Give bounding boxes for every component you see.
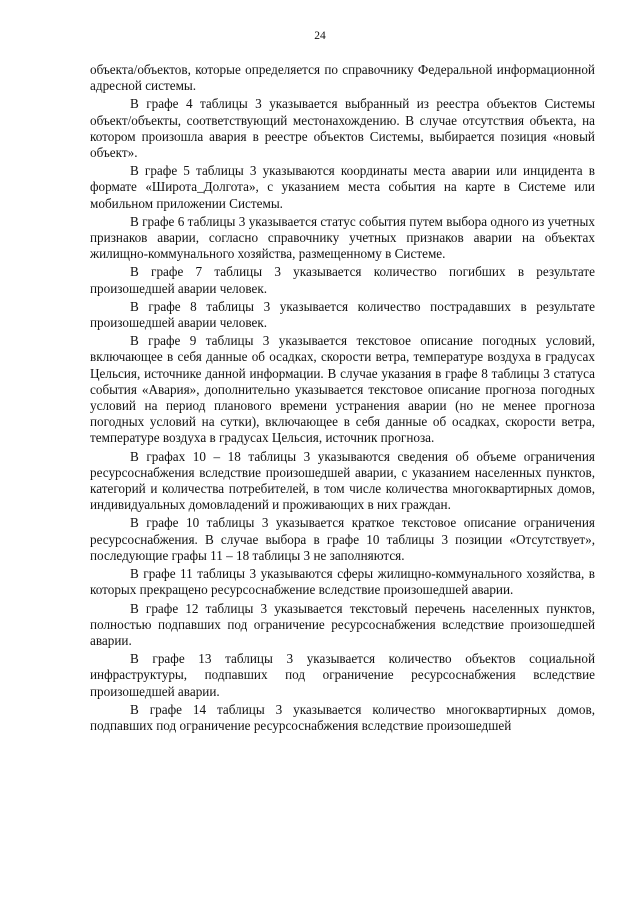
paragraph: В графе 10 таблицы 3 указывается краткое текстовое описание ограничения ресурсоснабжения. В случае выбора в графе 10 таблицы 3 позиции «Отсутствует», последующие графы 11 – 18 таблицы 3 не заполняются. [90, 515, 595, 563]
paragraph: В графе 13 таблицы 3 указывается количество объектов социальной инфраструктуры, подпавших под ограничение ресурсоснабжения вследствие произошедшей аварии. [90, 651, 595, 699]
paragraph: В графах 10 – 18 таблицы 3 указываются сведения об объеме ограничения ресурсоснабжения вследствие произошедшей аварии, с указанием населенных пунктов, категорий и количества потребителей, в том числе количества многоквартирных домов, индивидуальных домовладений и проживающих в них граждан. [90, 448, 595, 513]
paragraph: В графе 7 таблицы 3 указывается количество погибших в результате произошедшей аварии человек. [90, 264, 595, 296]
paragraph: В графе 12 таблицы 3 указывается текстовый перечень населенных пунктов, полностью подпавших под ограничение ресурсоснабжения вследствие произошедшей аварии. [90, 600, 595, 648]
paragraph: объекта/объектов, которые определяется по справочнику Федеральной информационной адресной системы. [90, 62, 595, 94]
document-body [90, 62, 595, 736]
paragraph: В графе 8 таблицы 3 указывается количество пострадавших в результате произошедшей аварии человек. [90, 298, 595, 331]
paragraph: В графе 4 таблицы 3 указывается выбранный из реестра объектов Системы объект/объекты, соответствующий местонахождению. В случае отсутствия объекта, на котором произошла авария в реестре объектов Системы, выбирается позиция «новый объект». [90, 96, 595, 161]
paragraph: В графе 9 таблицы 3 указывается текстовое описание погодных условий, включающее в себя данные об осадках, скорости ветра, температуре воздуха в градусах Цельсия, источнике данной информации. В случае указания в графе 8 таблицы 3 статуса события «Авария», дополнительно указывается текстовое описание прогноза погодных условий на период планового времени устранения аварии (но не менее прогноза погодных условий на сутки), включающее в себя данные об осадках, скорости ветра, температуре воздуха в градусах Цельсия, источник прогноза. [90, 333, 595, 446]
page-number: 24 [314, 30, 326, 42]
paragraph: В графе 5 таблицы 3 указываются координаты места аварии или инцидента в формате «Широта_Долгота», с указанием места события на карте в Системе или мобильном приложении Системы. [90, 163, 595, 211]
paragraph: В графе 6 таблицы 3 указывается статус события путем выбора одного из учетных признаков аварии, согласно справочнику учетных признаков аварии на объектах жилищно-коммунального хозяйства, размещенному в Системе. [90, 213, 595, 262]
paragraph: В графе 14 таблицы 3 указывается количество многоквартирных домов, подпавших под ограничение ресурсоснабжения вследствие произошедшей [90, 701, 595, 733]
paragraph: В графе 11 таблицы 3 указываются сферы жилищно-коммунального хозяйства, в которых прекращено ресурсоснабжение вследствие произошедшей аварии. [90, 566, 595, 598]
